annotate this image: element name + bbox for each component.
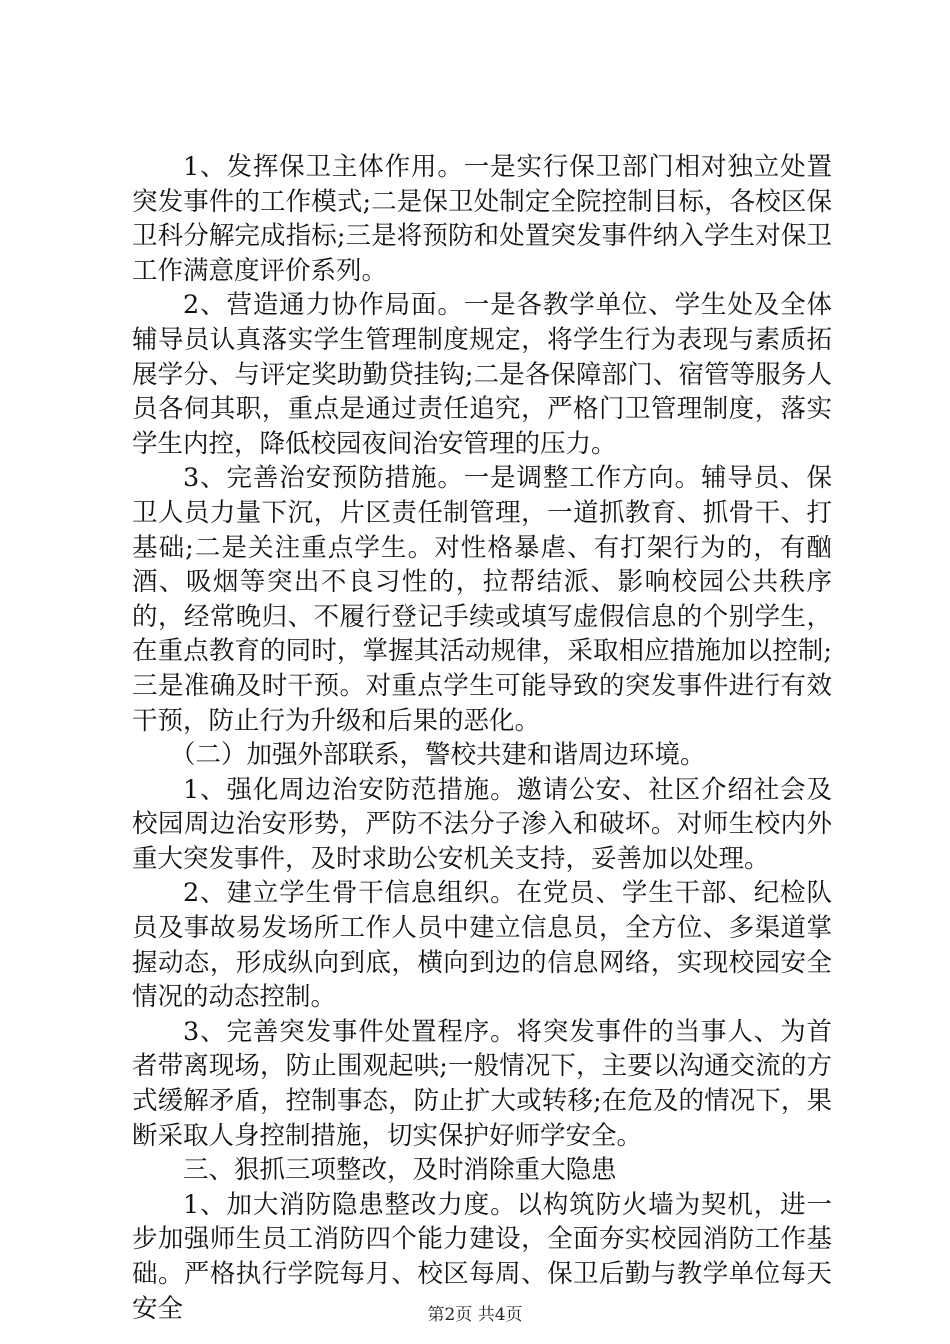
paragraph-7: 1、加大消防隐患整改力度。以构筑防火墙为契机，进一步加强师生员工消防四个能力建设，全面夯实校园消防工作基础。严格执行学院每月、校区每周、保卫后勤与教学单位每天安全 (132, 1189, 832, 1324)
document-body (132, 150, 832, 1326)
paragraph-3: 3、完善治安预防措施。一是调整工作方向。辅导员、保卫人员力量下沉，片区责任制管理，一道抓教育、抓骨干、打基础;二是关注重点学生。对性格暴虐、有打架行为的，有酗酒、吸烟等突出不良习性的，拉帮结派、影响校园公共秩序的，经常晚归、不履行登记手续或填写虚假信息的个别学生，在重点教育的同时，掌握其活动规律，采取相应措施加以控制;三是准确及时干预。对重点学生可能导致的突发事件进行有效干预，防止行为升级和后果的恶化。 (132, 463, 832, 736)
paragraph-4: 1、强化周边治安防范措施。邀请公安、社区介绍社会及校园周边治安形势，严防不法分子渗入和破坏。对师生校内外重大突发事件，及时求助公安机关支持，妥善加以处理。 (132, 774, 832, 874)
paragraph-5: 2、建立学生骨干信息组织。在党员、学生干部、纪检队员及事故易发场所工作人员中建立信息员，全方位、多渠道掌握动态，形成纵向到底，横向到边的信息网络，实现校园安全情况的动态控制。 (132, 878, 832, 1013)
section-heading-2: （二）加强外部联系，警校共建和谐周边环境。 (170, 740, 706, 771)
section-heading-3: 三、狠抓三项整改，及时消除重大隐患 (183, 1155, 617, 1186)
paragraph-2: 2、营造通力协作局面。一是各教学单位、学生处及全体辅导员认真落实学生管理制度规定，将学生行为表现与素质拓展学分、与评定奖助勤贷挂钩;二是各保障部门、宿管等服务人员各伺其职，重点是通过责任追究，严格门卫管理制度，落实学生内控，降低校园夜间治安管理的压力。 (132, 290, 832, 459)
paragraph-6: 3、完善突发事件处置程序。将突发事件的当事人、为首者带离现场，防止围观起哄;一般情况下，主要以沟通交流的方式缓解矛盾，控制事态，防止扩大或转移;在危及的情况下，果断采取人身控制措施，切实保护好师学安全。 (132, 1016, 832, 1151)
paragraph-1: 1、发挥保卫主体作用。一是实行保卫部门相对独立处置突发事件的工作模式;二是保卫处制定全院控制目标，各校区保卫科分解完成指标;三是将预防和处置突发事件纳入学生对保卫工作满意度评价系列。 (132, 152, 832, 286)
page-footer: 第2页 共4页 (427, 1305, 523, 1325)
